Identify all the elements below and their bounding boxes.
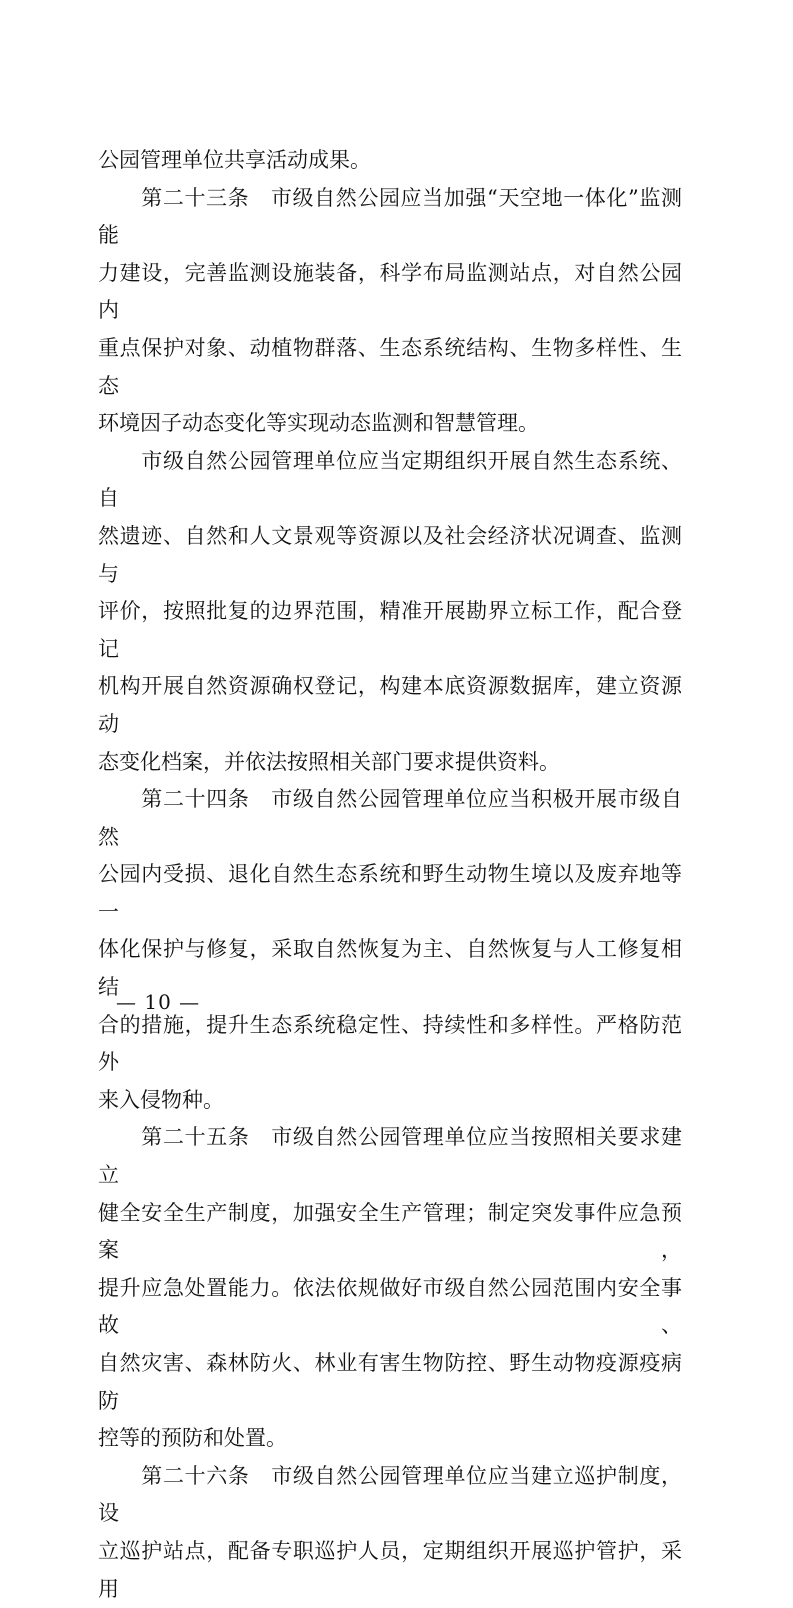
text-line: 提升应急处置能力。依法依规做好市级自然公园范围内安全事故、: [98, 1275, 682, 1338]
text-line: 第二十五条 市级自然公园管理单位应当按照相关要求建立: [98, 1125, 682, 1188]
text-line: 评价，按照批复的边界范围，精准开展勘界立标工作，配合登记: [98, 599, 682, 661]
text-line: 环境因子动态变化等实现动态监测和智慧管理。: [98, 411, 539, 436]
text-line: 态变化档案，并依法按照相关部门要求提供资料。: [98, 749, 560, 774]
text-line: 市级自然公园管理单位应当定期组织开展自然生态系统、自: [98, 448, 682, 511]
body-text: [98, 142, 682, 1608]
text-line: 来入侵物种。: [98, 1087, 224, 1112]
text-line: 自然灾害、森林防火、林业有害生物防控、野生动物疫源疫病防: [98, 1351, 682, 1413]
text-line: 机构开展自然资源确权登记，构建本底资源数据库，建立资源动: [98, 674, 682, 736]
text-line: 体化保护与修复，采取自然恢复为主、自然恢复与人工修复相结: [98, 937, 682, 1000]
text-line: 控等的预防和处置。: [98, 1426, 287, 1451]
text-line: 健全安全生产制度，加强安全生产管理；制定突发事件应急预案，: [98, 1200, 682, 1263]
text-line: 然遗迹、自然和人文景观等资源以及社会经济状况调查、监测与: [98, 523, 682, 586]
text-line: 第二十六条 市级自然公园管理单位应当建立巡护制度，设: [98, 1463, 682, 1526]
text-line: 立巡护站点，配备专职巡护人员，定期组织开展巡护管护，采用: [98, 1538, 682, 1601]
text-line: 合的措施，提升生态系统稳定性、持续性和多样性。严格防范外: [98, 1012, 682, 1075]
text-line: 公园内受损、退化自然生态系统和野生动物生境以及废弃地等一: [98, 862, 682, 924]
text-line: 力建设，完善监测设施装备，科学布局监测站点，对自然公园内: [98, 260, 682, 323]
text-line: 重点保护对象、动植物群落、生态系统结构、生物多样性、生态: [98, 335, 682, 398]
text-line: 第二十三条 市级自然公园应当加强“天空地一体化”监测能: [98, 185, 682, 248]
page-number: — 10 —: [116, 990, 201, 1014]
text-line: 第二十四条 市级自然公园管理单位应当积极开展市级自然: [98, 787, 682, 849]
text-line: 公园管理单位共享活动成果。: [98, 148, 371, 172]
